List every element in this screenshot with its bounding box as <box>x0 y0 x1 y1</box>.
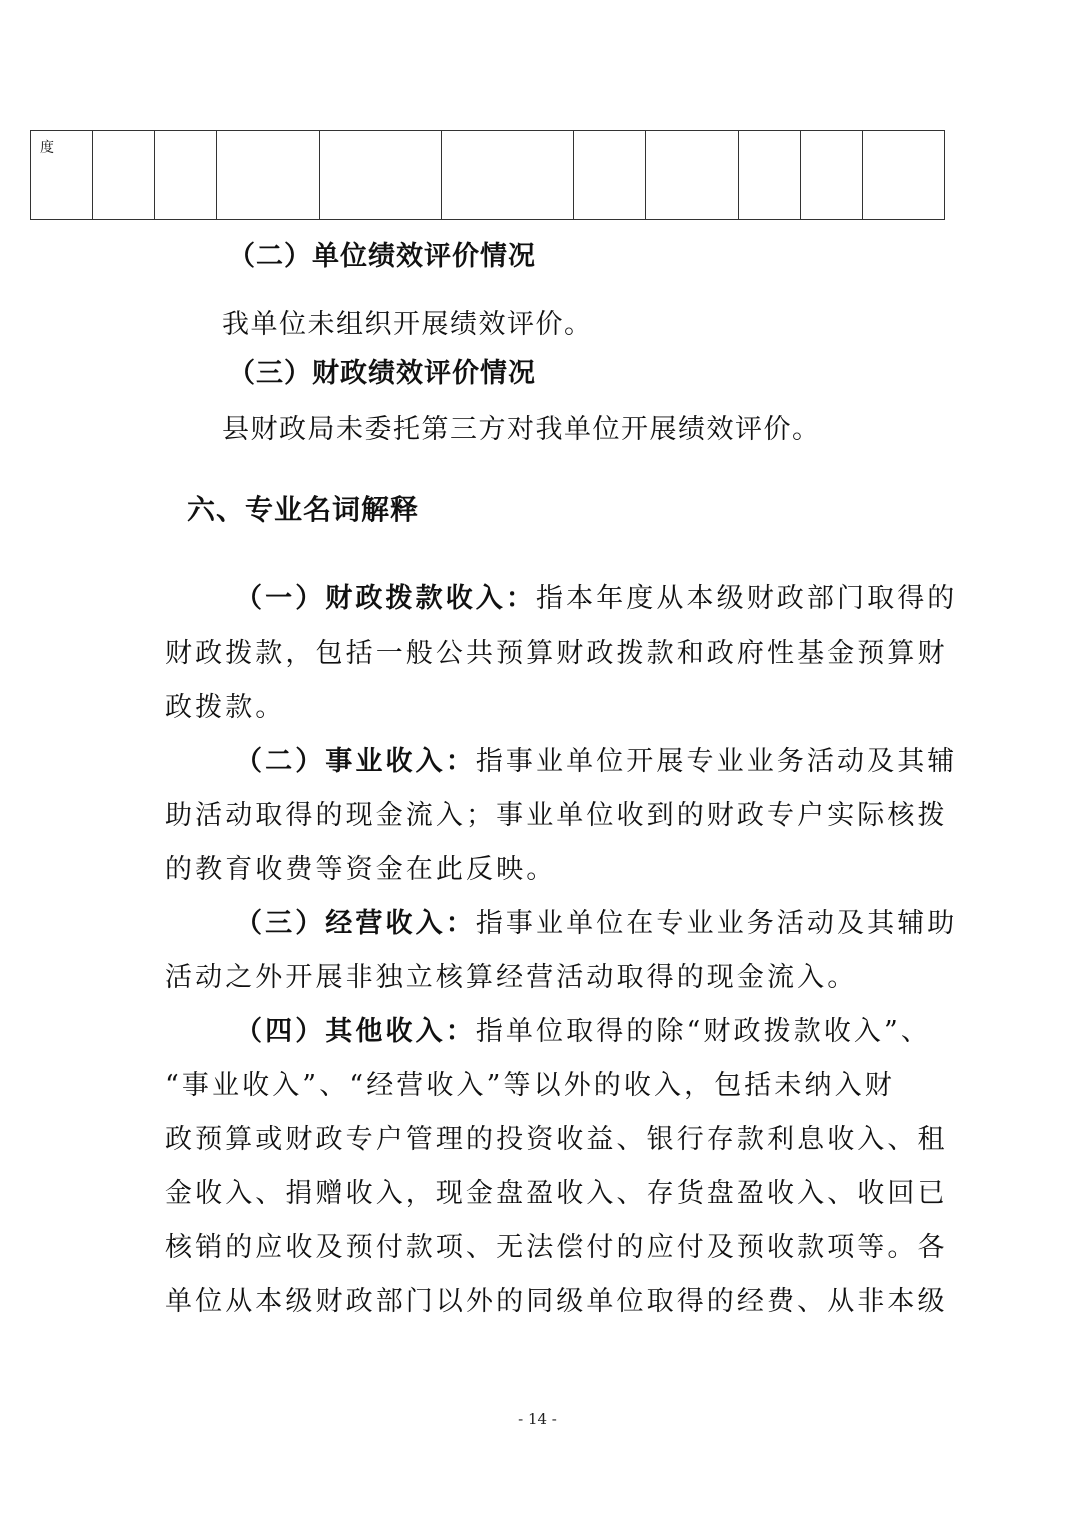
glossary-term: （四）其他收入： <box>235 1016 476 1047</box>
table-cell <box>155 131 217 220</box>
glossary-item-1-line <box>235 576 957 615</box>
table-cell <box>93 131 155 220</box>
glossary-item-4-line: 单位从本级财政部门以外的同级单位取得的经费、从非本级 <box>165 1286 948 1317</box>
glossary-item-2-line: 的教育收费等资金在此反映。 <box>165 854 557 885</box>
paragraph-finance-evaluation: 县财政局未委托第三方对我单位开展绩效评价。 <box>222 414 821 445</box>
subsection-heading-finance-evaluation: （三）财政绩效评价情况 <box>228 358 536 389</box>
table-row <box>31 131 945 220</box>
glossary-text: 指事业单位开展专业业务活动及其辅 <box>475 746 958 777</box>
table-cell <box>863 131 945 220</box>
glossary-item-3-line <box>235 901 957 940</box>
glossary-text: 指本年度从本级财政部门取得的 <box>536 583 958 614</box>
table-cell <box>442 131 574 220</box>
glossary-item-4-line: 核销的应收及预付款项、无法偿付的应付及预收款项等。各 <box>165 1232 948 1263</box>
table-cell <box>574 131 646 220</box>
glossary-item-4-line: 政预算或财政专户管理的投资收益、银行存款利息收入、租 <box>165 1124 948 1155</box>
glossary-text: 指事业单位在专业业务活动及其辅助 <box>475 908 958 939</box>
table-cell <box>217 131 320 220</box>
glossary-item-1-line: 政拨款。 <box>165 692 286 723</box>
table-cell <box>739 131 801 220</box>
table-cell <box>646 131 739 220</box>
glossary-item-4-line: 金收入、捐赠收入，现金盘盈收入、存货盘盈收入、收回已 <box>165 1178 948 1209</box>
glossary-item-1-line: 财政拨款，包括一般公共预算财政拨款和政府性基金预算财 <box>165 638 948 669</box>
section-heading-glossary: 六、专业名词解释 <box>187 493 420 526</box>
glossary-item-3-line: 活动之外开展非独立核算经营活动取得的现金流入。 <box>165 962 858 993</box>
glossary-item-4-line: “事业收入”、“经营收入”等以外的收入，包括未纳入财 <box>165 1070 895 1101</box>
glossary-term: （三）经营收入： <box>235 908 476 939</box>
table-fragment <box>30 130 945 220</box>
subsection-heading-unit-evaluation: （二）单位绩效评价情况 <box>228 241 536 272</box>
glossary-term: （一）财政拨款收入： <box>235 583 536 614</box>
table-cell <box>320 131 442 220</box>
glossary-text: 指单位取得的除“财政拨款收入”、 <box>475 1016 932 1047</box>
table-cell-text: 度 <box>40 140 54 156</box>
table-cell <box>801 131 863 220</box>
page-number: - 14 - <box>518 1410 557 1428</box>
paragraph-unit-evaluation: 我单位未组织开展绩效评价。 <box>222 309 593 340</box>
glossary-item-4-line <box>235 1009 931 1048</box>
glossary-term: （二）事业收入： <box>235 746 476 777</box>
glossary-item-2-line: 助活动取得的现金流入；事业单位收到的财政专户实际核拨 <box>165 800 948 831</box>
glossary-item-2-line <box>235 739 957 778</box>
table-cell <box>31 131 93 220</box>
